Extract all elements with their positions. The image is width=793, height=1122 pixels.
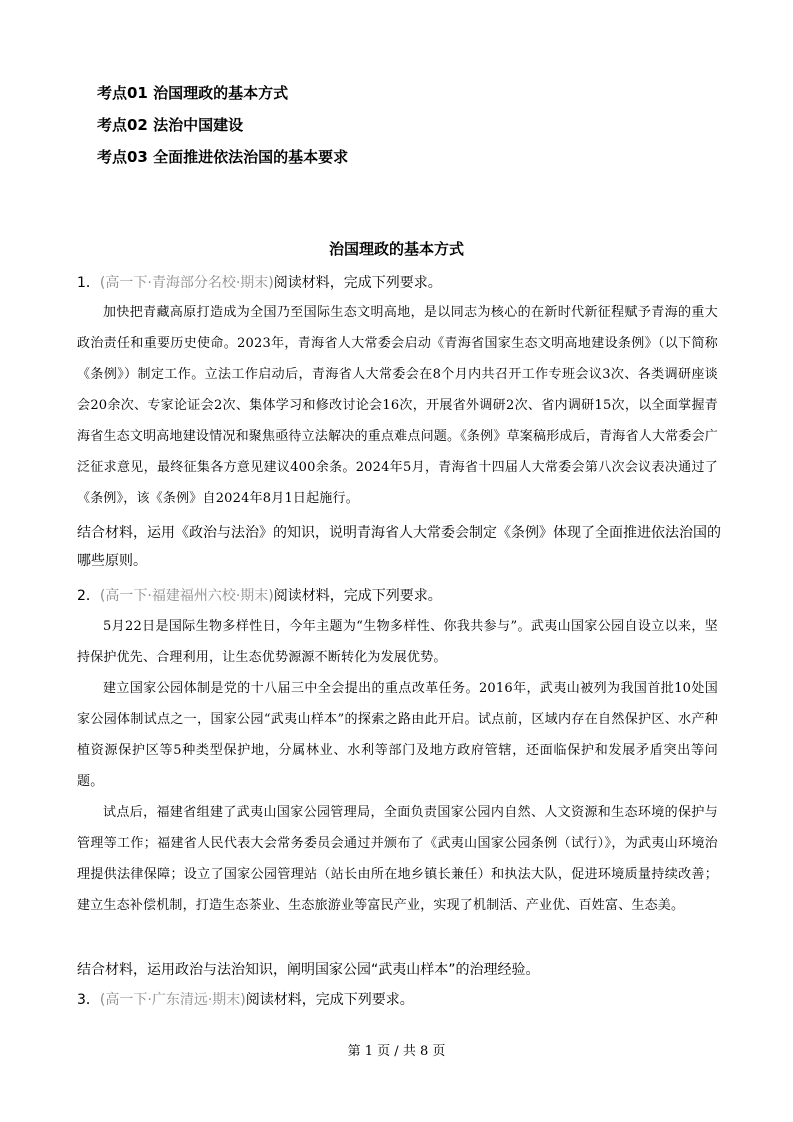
- question-2-ask: 结合材料，运用政治与法治知识，阐明国家公园“武夷山样本”的治理经验。: [77, 962, 540, 978]
- question-2-header: [77, 586, 737, 606]
- question-2-material: [77, 611, 718, 921]
- question-source: (高一下·福建福州六校·期末): [99, 588, 274, 604]
- material-paragraph: 加快把青藏高原打造成为全国乃至国际生态文明高地，是以同志为核心的在新时代新征程赋予青海的重大政治责任和重要历史使命。2023年，青海省人大常委会启动《青海省国家生态文明高地建设条例》（以下简称《条例》）制定工作。立法工作启动后，青海省人大常委会在8个月内共召开工作专班会议3次、各类调研座谈会20余次、专家论证会2次、集体学习和修改讨论会16次，开展省外调研2次、省内调研15次，以全面掌握青海省生态文明高地建设情况和聚焦亟待立法解决的重点难点问题。《条例》草案稿形成后，青海省人大常委会广泛征求意见，最终征集各方意见建议400余条。2024年5月，青海省十四届人大常委会第八次会议表决通过了《条例》，该《条例》自2024年8月1日起施行。: [77, 305, 718, 506]
- material-paragraph: 建立国家公园体制是党的十八届三中全会提出的重点改革任务。2016年，武夷山被列为我国首批10处国家公园体制试点之一，国家公园“武夷山样本”的探索之路由此开启。试点前，区域内存在自然保护区、水产种植资源保护区等5种类型保护地，分属林业、水利等部门及地方政府管辖，还面临保护和发展矛盾突出等问题。: [77, 681, 718, 789]
- page-footer: 第 1 页 / 共 8 页: [347, 1044, 446, 1059]
- question-3-header: [77, 990, 737, 1010]
- kaodian-1: 考点01 治国理政的基本方式: [97, 84, 289, 102]
- question-source: (高一下·广东清远·期末): [99, 992, 246, 1008]
- question-prompt: 阅读材料，完成下列要求。: [245, 992, 414, 1008]
- question-1-ask: 结合材料，运用《政治与法治》的知识，说明青海省人大常委会制定《条例》体现了全面推进依法治国的哪些原则。: [77, 525, 721, 569]
- question-number: 3．: [77, 992, 100, 1008]
- question-prompt: 阅读材料，完成下列要求。: [273, 275, 442, 291]
- material-paragraph: 5月22日是国际生物多样性日，今年主题为“生物多样性、你我共参与”。武夷山国家公园自设立以来，坚持保护优先、合理利用，让生态优势源源不断转化为发展优势。: [77, 619, 718, 665]
- question-source: (高一下·青海部分名校·期末): [99, 275, 274, 291]
- material-paragraph: 试点后，福建省组建了武夷山国家公园管理局，全面负责国家公园内自然、人文资源和生态环境的保护与管理等工作；福建省人民代表大会常务委员会通过并颁布了《武夷山国家公园条例（试行）》，为武夷山环境治理提供法律保障；设立了国家公园管理站（站长由所在地乡镇长兼任）和执法大队，促进环境质量持续改善；建立生态补偿机制，打造生态茶业、生态旅游业等富民产业，实现了机制活、产业优、百姓富、生态美。: [77, 805, 718, 913]
- question-number: 2．: [77, 588, 100, 604]
- question-number: 1．: [77, 275, 100, 291]
- kaodian-3: 考点03 全面推进依法治国的基本要求: [97, 148, 349, 166]
- kaodian-2: 考点02 法治中国建设: [97, 116, 244, 134]
- question-1-header: [77, 273, 737, 293]
- section-title: 治国理政的基本方式: [328, 240, 464, 258]
- question-1-material: [77, 297, 718, 514]
- question-prompt: 阅读材料，完成下列要求。: [273, 588, 442, 604]
